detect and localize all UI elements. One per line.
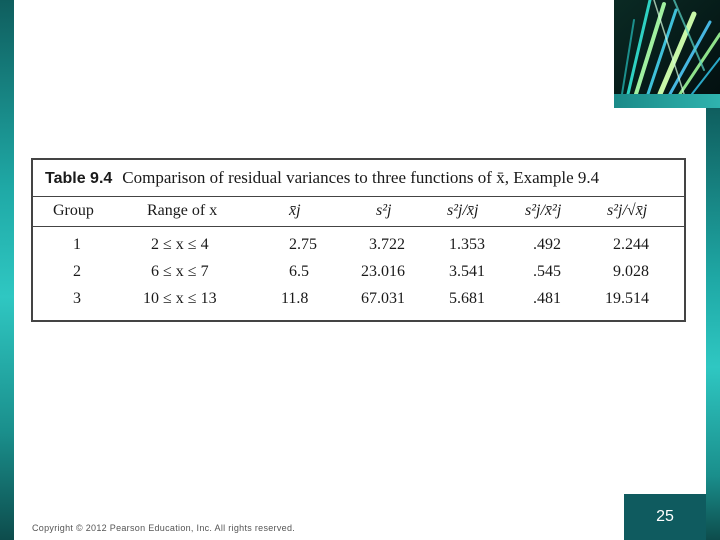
table-cell: 11.8 bbox=[281, 290, 309, 307]
table-figure bbox=[31, 158, 686, 322]
table-cell: 2.244 bbox=[613, 236, 649, 253]
table-cell: .492 bbox=[533, 236, 561, 253]
table-cell: 9.028 bbox=[613, 263, 649, 280]
table-cell: .545 bbox=[533, 263, 561, 280]
table-cell: 2 bbox=[73, 263, 81, 280]
table-cell: 1 bbox=[73, 236, 81, 253]
table-cell: 67.031 bbox=[361, 290, 405, 307]
table-caption bbox=[45, 168, 599, 188]
top-right-strip bbox=[614, 94, 720, 108]
header-rule bbox=[33, 226, 684, 227]
header-range: Range of x bbox=[147, 202, 218, 219]
table-cell: 10 ≤ x ≤ 13 bbox=[143, 290, 217, 307]
table-cell: .481 bbox=[533, 290, 561, 307]
header-var-over-mean-sq: s²j/x̄²j bbox=[525, 202, 562, 219]
caption-rule bbox=[33, 196, 684, 197]
header-mean: x̄j bbox=[289, 202, 301, 219]
header-group: Group bbox=[53, 202, 94, 219]
header-var-over-mean: s²j/x̄j bbox=[447, 202, 479, 219]
page-number-box bbox=[624, 494, 706, 540]
table-cell: 6.5 bbox=[289, 263, 309, 280]
table-caption-text: Comparison of residual variances to three functions of x̄, Example 9.4 bbox=[122, 168, 600, 187]
header-variance: s²j bbox=[376, 202, 392, 219]
table-cell: 2.75 bbox=[289, 236, 317, 253]
page-number: 25 bbox=[656, 508, 674, 525]
table-cell: 5.681 bbox=[449, 290, 485, 307]
copyright-notice: Copyright © 2012 Pearson Education, Inc. All rights reserved. bbox=[32, 523, 296, 533]
table-cell: 3.541 bbox=[449, 263, 485, 280]
header-var-over-sqrt-mean: s²j/√x̄j bbox=[607, 202, 648, 219]
table-cell: 23.016 bbox=[361, 263, 405, 280]
table-cell: 6 ≤ x ≤ 7 bbox=[151, 263, 209, 280]
left-decorative-bar bbox=[0, 0, 14, 540]
corner-decorative-image bbox=[614, 0, 720, 94]
table-cell: 1.353 bbox=[449, 236, 485, 253]
table-cell: 2 ≤ x ≤ 4 bbox=[151, 236, 209, 253]
right-decorative-bar bbox=[706, 108, 720, 540]
table-cell: 3.722 bbox=[369, 236, 405, 253]
table-cell: 19.514 bbox=[605, 290, 649, 307]
table-label: Table 9.4 bbox=[45, 170, 113, 187]
table-cell: 3 bbox=[73, 290, 81, 307]
